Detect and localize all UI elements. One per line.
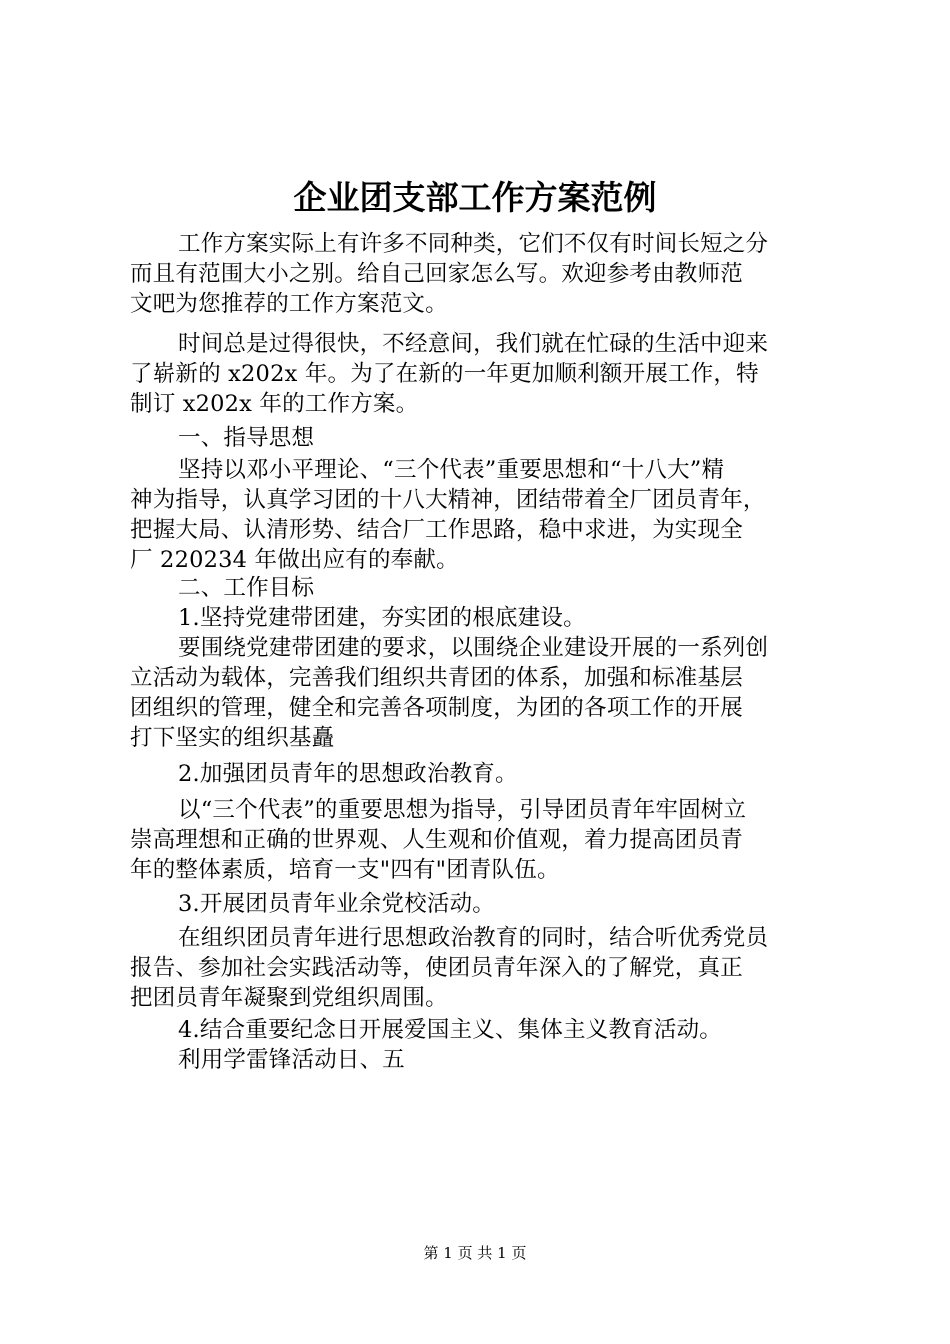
text-line: 要围绕党建带团建的要求，以围绕企业建设开展的一系列创	[178, 635, 769, 661]
text-line: 利用学雷锋活动日、五	[178, 1047, 406, 1073]
text-line: 年的整体素质，培育一支"四有"团青队伍。	[130, 857, 560, 883]
document-title: 企业团支部工作方案范例	[293, 178, 657, 217]
text-line: 坚持以邓小平理论、“三个代表”重要思想和“十八大”精	[178, 457, 725, 483]
text-line: 神为指导，认真学习团的十八大精神，团结带着全厂团员青年，	[130, 487, 766, 513]
text-line: 了崭新的 x202x 年。为了在新的一年更加顺利额开展工作，特	[130, 361, 759, 387]
text-line: 团组织的管理，健全和完善各项制度，为团的各项工作的开展	[130, 695, 743, 721]
text-line: 在组织团员青年进行思想政治教育的同时，结合听优秀党员	[178, 925, 769, 951]
text-line: 工作方案实际上有许多不同种类，它们不仅有时间长短之分	[178, 231, 769, 257]
text-line: 1.坚持党建带团建，夯实团的根底建设。	[178, 605, 586, 631]
text-line: 制订 x202x 年的工作方案。	[130, 391, 419, 417]
text-line: 厂 220234 年做出应有的奉献。	[130, 547, 459, 573]
text-line: 报告、参加社会实践活动等，使团员青年深入的了解党，真正	[130, 955, 743, 981]
text-line: 把握大局、认清形势、结合厂工作思路，稳中求进，为实现全	[130, 517, 743, 543]
text-line: 以“三个代表”的重要思想为指导，引导团员青年牢固树立	[178, 797, 747, 823]
text-line: 2.加强团员青年的思想政治教育。	[178, 761, 518, 787]
page-footer: 第 1 页 共 1 页	[423, 1244, 527, 1262]
text-line: 时间总是过得很快，不经意间，我们就在忙碌的生活中迎来	[178, 331, 769, 357]
section-heading: 一、指导思想	[178, 425, 315, 451]
text-line: 把团员青年凝聚到党组织周围。	[130, 985, 448, 1011]
text-line: 3.开展团员青年业余党校活动。	[178, 891, 495, 917]
text-line: 文吧为您推荐的工作方案范文。	[130, 291, 448, 317]
section-heading: 二、工作目标	[178, 575, 315, 601]
text-line: 而且有范围大小之别。给自己回家怎么写。欢迎参考由教师范	[130, 261, 743, 287]
text-line: 立活动为载体，完善我们组织共青团的体系，加强和标准基层	[130, 665, 743, 691]
text-line: 打下坚实的组织基矗	[130, 725, 335, 751]
text-line: 崇高理想和正确的世界观、人生观和价值观，着力提高团员青	[130, 827, 743, 853]
text-line: 4.结合重要纪念日开展爱国主义、集体主义教育活动。	[178, 1017, 722, 1043]
